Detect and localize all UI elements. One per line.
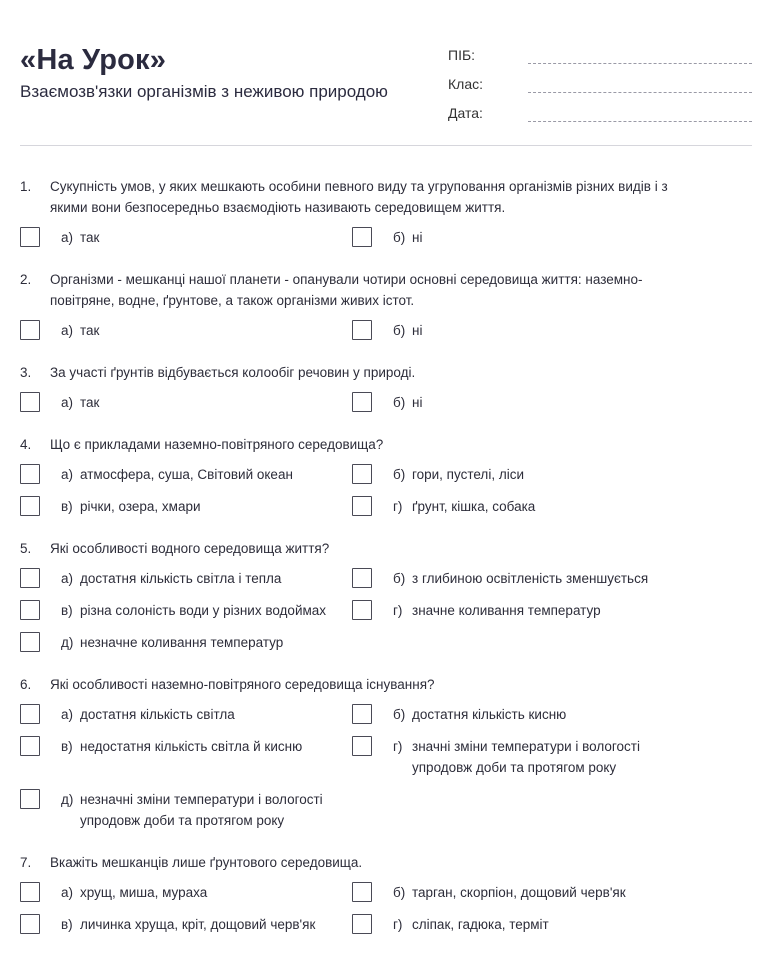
option-text: сліпак, гадюка, терміт bbox=[412, 917, 549, 932]
answer-checkbox[interactable] bbox=[20, 392, 40, 412]
question-4 bbox=[20, 434, 752, 528]
class-field-label: Клас: bbox=[448, 76, 483, 92]
option-letter: б) bbox=[393, 707, 406, 722]
student-fields bbox=[448, 44, 752, 131]
answer-checkbox[interactable] bbox=[20, 568, 40, 588]
option-letter: а) bbox=[61, 571, 74, 586]
answer-option[interactable] bbox=[20, 600, 352, 621]
answer-checkbox[interactable] bbox=[20, 882, 40, 902]
option-text: достатня кількість світла і тепла bbox=[80, 571, 282, 586]
answer-checkbox[interactable] bbox=[20, 789, 40, 809]
question-7 bbox=[20, 852, 752, 946]
option-letter: г) bbox=[393, 499, 403, 514]
option-letter: г) bbox=[393, 917, 403, 932]
option-text: достатня кількість світла bbox=[80, 707, 235, 722]
answer-option[interactable] bbox=[352, 704, 684, 725]
option-letter: а) bbox=[61, 707, 74, 722]
option-letter: г) bbox=[393, 739, 403, 754]
answer-option[interactable] bbox=[352, 914, 684, 935]
option-text: ґрунт, кішка, собака bbox=[412, 499, 536, 514]
option-text: так bbox=[80, 230, 100, 245]
question-header bbox=[20, 269, 752, 311]
question-text: Що є прикладами наземно-повітряного середовища? bbox=[50, 437, 384, 452]
question-text: Вкажіть мешканців лише ґрунтового середовища. bbox=[50, 855, 363, 870]
answer-checkbox[interactable] bbox=[20, 496, 40, 516]
option-text: так bbox=[80, 395, 100, 410]
question-number: 5. bbox=[20, 541, 32, 556]
questions-list bbox=[20, 176, 752, 956]
answer-option[interactable] bbox=[352, 568, 684, 589]
answer-option[interactable] bbox=[352, 464, 684, 485]
name-field[interactable] bbox=[448, 44, 752, 73]
question-header bbox=[20, 434, 752, 455]
option-letter: д) bbox=[61, 792, 74, 807]
answer-option[interactable] bbox=[20, 882, 352, 903]
question-1 bbox=[20, 176, 752, 259]
option-text: значні зміни температури і вологості упродовж доби та протягом року bbox=[412, 739, 640, 775]
question-text: Які особливості наземно-повітряного середовища існування? bbox=[50, 677, 435, 692]
answer-option[interactable] bbox=[352, 392, 684, 413]
option-letter: а) bbox=[61, 230, 74, 245]
question-3 bbox=[20, 362, 752, 424]
worksheet-header bbox=[20, 44, 752, 134]
brand-title: «На Урок» bbox=[20, 44, 167, 76]
answer-option[interactable] bbox=[20, 227, 352, 248]
answer-checkbox[interactable] bbox=[352, 496, 372, 516]
question-header bbox=[20, 538, 752, 559]
answer-option[interactable] bbox=[20, 789, 352, 831]
option-text: ні bbox=[412, 323, 423, 338]
option-text: різна солоність води у різних водоймах bbox=[80, 603, 327, 618]
answer-option[interactable] bbox=[352, 600, 684, 621]
option-text: значне коливання температур bbox=[412, 603, 601, 618]
option-letter: д) bbox=[61, 635, 74, 650]
option-text: тарган, скорпіон, дощовий черв'як bbox=[412, 885, 626, 900]
answer-options bbox=[20, 227, 752, 259]
answer-checkbox[interactable] bbox=[352, 736, 372, 756]
question-header bbox=[20, 852, 752, 873]
answer-option[interactable] bbox=[352, 320, 684, 341]
answer-checkbox[interactable] bbox=[20, 320, 40, 340]
answer-option[interactable] bbox=[20, 568, 352, 589]
option-text: личинка хруща, кріт, дощовий черв'як bbox=[80, 917, 316, 932]
option-letter: б) bbox=[393, 230, 406, 245]
option-letter: в) bbox=[61, 499, 73, 514]
answer-checkbox[interactable] bbox=[20, 227, 40, 247]
question-2 bbox=[20, 269, 752, 352]
question-number: 7. bbox=[20, 855, 32, 870]
option-letter: в) bbox=[61, 739, 73, 754]
option-letter: а) bbox=[61, 395, 74, 410]
worksheet-subtitle: Взаємозв'язки організмів з неживою природою bbox=[20, 82, 388, 101]
question-text: Які особливості водного середовища життя? bbox=[50, 541, 330, 556]
date-field-label: Дата: bbox=[448, 105, 483, 121]
option-letter: б) bbox=[393, 395, 406, 410]
question-header bbox=[20, 674, 752, 695]
option-text: так bbox=[80, 323, 100, 338]
question-header bbox=[20, 362, 752, 383]
date-field-line[interactable] bbox=[528, 121, 752, 122]
answer-option[interactable] bbox=[20, 914, 352, 935]
option-text: гори, пустелі, ліси bbox=[412, 467, 524, 482]
option-letter: б) bbox=[393, 571, 406, 586]
option-letter: в) bbox=[61, 917, 73, 932]
answer-checkbox[interactable] bbox=[352, 914, 372, 934]
date-field[interactable] bbox=[448, 102, 752, 131]
answer-checkbox[interactable] bbox=[352, 882, 372, 902]
option-letter: б) bbox=[393, 323, 406, 338]
question-text: Організми - мешканці нашої планети - опанували чотири основні середовища життя: наземно-повітряне, водне, ґрунтове, а також організми живих істот. bbox=[50, 272, 643, 308]
answer-option[interactable] bbox=[352, 882, 684, 903]
answer-checkbox[interactable] bbox=[352, 320, 372, 340]
answer-checkbox[interactable] bbox=[20, 632, 40, 652]
answer-checkbox[interactable] bbox=[20, 736, 40, 756]
answer-checkbox[interactable] bbox=[352, 227, 372, 247]
option-text: атмосфера, суша, Світовий океан bbox=[80, 467, 293, 482]
question-header bbox=[20, 176, 752, 218]
answer-options bbox=[20, 392, 752, 424]
answer-options bbox=[20, 568, 752, 664]
answer-option[interactable] bbox=[20, 320, 352, 341]
question-6 bbox=[20, 674, 752, 842]
answer-checkbox[interactable] bbox=[20, 464, 40, 484]
answer-option[interactable] bbox=[20, 464, 352, 485]
answer-option[interactable] bbox=[352, 227, 684, 248]
option-text: недостатня кількість світла й кисню bbox=[80, 739, 303, 754]
name-field-line[interactable] bbox=[528, 63, 752, 64]
option-text: ні bbox=[412, 230, 423, 245]
question-number: 2. bbox=[20, 272, 32, 287]
option-letter: а) bbox=[61, 323, 74, 338]
answer-checkbox[interactable] bbox=[352, 704, 372, 724]
answer-options bbox=[20, 882, 752, 946]
option-text: з глибиною освітленість зменшується bbox=[412, 571, 649, 586]
question-number: 1. bbox=[20, 179, 32, 194]
answer-option[interactable] bbox=[352, 496, 684, 517]
answer-options bbox=[20, 320, 752, 352]
option-text: річки, озера, хмари bbox=[80, 499, 201, 514]
answer-checkbox[interactable] bbox=[352, 568, 372, 588]
option-text: хрущ, миша, мураха bbox=[80, 885, 208, 900]
answer-option[interactable] bbox=[352, 736, 684, 778]
question-5 bbox=[20, 538, 752, 664]
option-letter: б) bbox=[393, 467, 406, 482]
option-text: незначні зміни температури і вологості упродовж доби та протягом року bbox=[80, 792, 323, 828]
name-field-label: ПІБ: bbox=[448, 47, 476, 63]
answer-option[interactable] bbox=[20, 632, 352, 653]
answer-option[interactable] bbox=[20, 496, 352, 517]
answer-options bbox=[20, 464, 752, 528]
question-text: За участі ґрунтів відбувається колообіг речовин у природі. bbox=[50, 365, 416, 380]
option-letter: а) bbox=[61, 885, 74, 900]
option-letter: г) bbox=[393, 603, 403, 618]
header-divider bbox=[20, 145, 752, 146]
question-number: 6. bbox=[20, 677, 32, 692]
answer-checkbox[interactable] bbox=[352, 464, 372, 484]
answer-option[interactable] bbox=[20, 736, 352, 778]
answer-options bbox=[20, 704, 752, 842]
question-number: 4. bbox=[20, 437, 32, 452]
option-text: достатня кількість кисню bbox=[412, 707, 567, 722]
option-letter: а) bbox=[61, 467, 74, 482]
answer-checkbox[interactable] bbox=[20, 704, 40, 724]
answer-option[interactable] bbox=[20, 392, 352, 413]
answer-checkbox[interactable] bbox=[20, 914, 40, 934]
answer-checkbox[interactable] bbox=[352, 392, 372, 412]
answer-checkbox[interactable] bbox=[352, 600, 372, 620]
question-text: Сукупність умов, у яких мешкають особини певного виду та угруповання організмів різних видів і з якими вони безпосередньо взаємодіють називають середовищем життя. bbox=[50, 179, 668, 215]
option-letter: в) bbox=[61, 603, 73, 618]
option-text: незначне коливання температур bbox=[80, 635, 284, 650]
class-field[interactable] bbox=[448, 73, 752, 102]
question-number: 3. bbox=[20, 365, 32, 380]
answer-checkbox[interactable] bbox=[20, 600, 40, 620]
class-field-line[interactable] bbox=[528, 92, 752, 93]
option-text: ні bbox=[412, 395, 423, 410]
answer-option[interactable] bbox=[20, 704, 352, 725]
option-letter: б) bbox=[393, 885, 406, 900]
